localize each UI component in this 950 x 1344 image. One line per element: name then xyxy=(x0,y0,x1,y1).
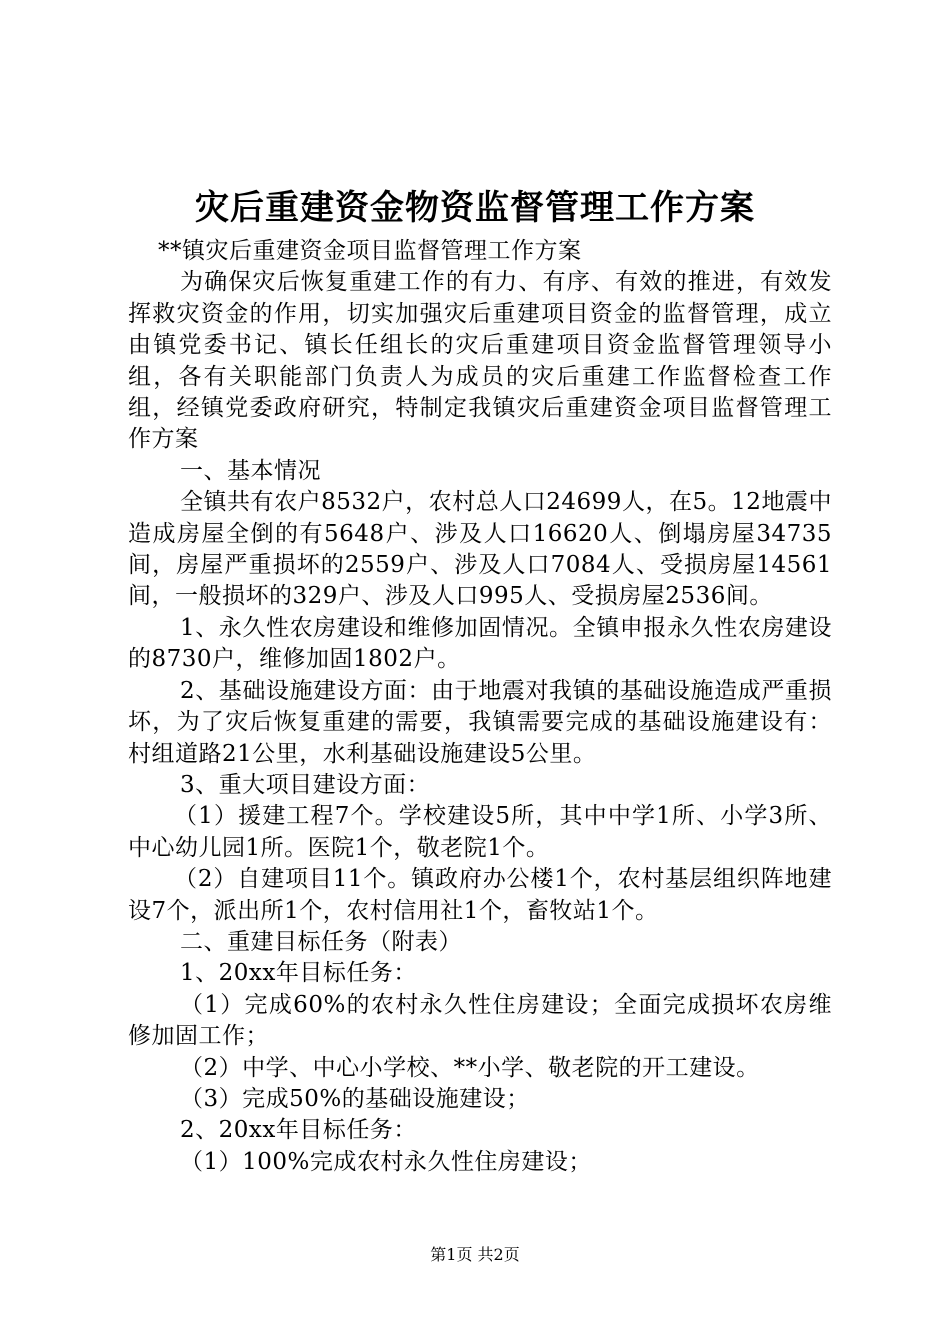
paragraph-goal-year-1: 1、20xx年目标任务： xyxy=(180,960,417,987)
paragraph-item-3: 3、重大项目建设方面： xyxy=(180,771,431,798)
paragraph-goal-1-2: （2）中学、中心小学校、**小学、敬老院的开工建设。 xyxy=(180,1054,760,1081)
paragraph-basic-stats: 全镇共有农户8532户，农村总人口24699人，在5。12地震中造成房屋全倒的有5648户、涉及人口16620人、倒塌房屋34735间，房屋严重损坏的2559户、涉及人口7084人、受损房屋14561间，一般损坏的329户、涉及人口995人、受损房屋2536间。 xyxy=(128,489,832,610)
paragraph-subtitle: **镇灾后重建资金项目监督管理工作方案 xyxy=(158,238,582,264)
paragraph-item-2: 2、基础设施建设方面：由于地震对我镇的基础设施造成严重损坏，为了灾后恢复重建的需要，我镇需要完成的基础设施建设有：村组道路21公里，水利基础设施建设5公里。 xyxy=(128,677,832,767)
paragraph-goal-2-1: （1）100%完成农村永久性住房建设； xyxy=(180,1148,592,1175)
document-body xyxy=(128,236,832,1178)
section-heading-goals: 二、重建目标任务（附表） xyxy=(180,928,462,955)
paragraph-sub-item-1: （1）援建工程7个。学校建设5所，其中中学1所、小学3所、中心幼儿园1所。医院1个，敬老院1个。 xyxy=(128,803,832,861)
paragraph-item-1: 1、永久性农房建设和维修加固情况。全镇申报永久性农房建设的8730户，维修加固1802户。 xyxy=(128,614,832,673)
section-heading-basic: 一、基本情况 xyxy=(180,457,321,484)
document-title: 灾后重建资金物资监督管理工作方案 xyxy=(195,188,755,228)
page-footer: 第1页 共2页 xyxy=(430,1245,520,1264)
paragraph-goal-1-3: （3）完成50%的基础设施建设； xyxy=(180,1085,530,1112)
paragraph-intro: 为确保灾后恢复重建工作的有力、有序、有效的推进，有效发挥救灾资金的作用，切实加强灾后重建项目资金的监督管理，成立由镇党委书记、镇长任组长的灾后重建项目资金监督管理领导小组，各有关职能部门负责人为成员的灾后重建工作监督检查工作组，经镇党委政府研究，特制定我镇灾后重建资金项目监督管理工作方案 xyxy=(128,269,832,453)
paragraph-goal-1-1: （1）完成60%的农村永久性住房建设；全面完成损坏农房维修加固工作； xyxy=(128,991,832,1050)
paragraph-goal-year-2: 2、20xx年目标任务： xyxy=(180,1117,417,1144)
paragraph-sub-item-2: （2）自建项目11个。镇政府办公楼1个，农村基层组织阵地建设7个，派出所1个，农村信用社1个，畜牧站1个。 xyxy=(128,866,832,924)
